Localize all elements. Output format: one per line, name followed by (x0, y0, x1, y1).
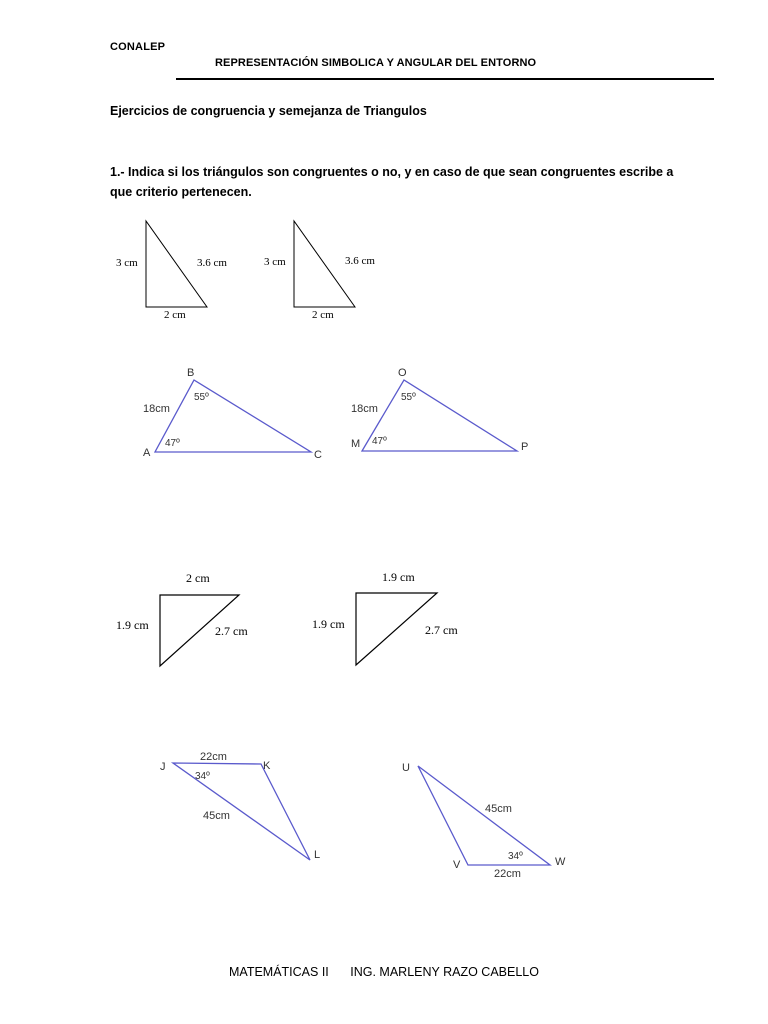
side-label: 45cm (485, 803, 512, 815)
side-label: 2 cm (164, 309, 186, 321)
triangle-2a (143, 367, 322, 461)
vertex-label: P (521, 441, 529, 453)
footer-teacher: ING. MARLENY RAZO CABELLO (350, 965, 539, 979)
triangle-1b (264, 221, 375, 321)
angle-label: 55º (401, 392, 416, 403)
triangle-3a (116, 571, 248, 666)
side-label: 1.9 cm (312, 617, 345, 631)
triangle-3b (312, 570, 458, 665)
side-label: 3 cm (116, 257, 138, 269)
footer-subject: MATEMÁTICAS II (229, 965, 329, 979)
side-label: 2 cm (186, 571, 210, 585)
vertex-label: L (314, 849, 321, 861)
figure-pair-1 (116, 221, 375, 321)
vertex-label: C (314, 449, 322, 461)
vertex-label: J (160, 761, 166, 773)
triangle-2b (351, 367, 528, 453)
side-label: 1.9 cm (116, 618, 149, 632)
angle-label: 47º (165, 438, 180, 449)
side-label: 3.6 cm (345, 255, 375, 267)
vertex-label: K (263, 760, 271, 772)
side-label: 22cm (200, 751, 227, 763)
angle-label: 34º (195, 771, 210, 782)
vertex-label: A (143, 447, 151, 459)
vertex-label: O (398, 367, 407, 379)
triangle-1a (116, 221, 227, 321)
figure-pair-4 (160, 751, 566, 880)
triangle-4b (402, 762, 566, 880)
figure-pair-3 (116, 570, 458, 666)
side-label: 45cm (203, 810, 230, 822)
school-name: CONALEP (110, 41, 166, 53)
side-label: 3.6 cm (197, 257, 227, 269)
vertex-label: V (453, 859, 461, 871)
side-label: 2.7 cm (425, 623, 458, 637)
triangle-4a (160, 751, 320, 861)
figure-pair-2 (143, 367, 528, 461)
side-label: 1.9 cm (382, 570, 415, 584)
side-label: 18cm (143, 403, 170, 415)
side-label: 2.7 cm (215, 624, 248, 638)
side-label: 22cm (494, 868, 521, 880)
angle-label: 55º (194, 392, 209, 403)
vertex-label: W (555, 856, 566, 868)
vertex-label: B (187, 367, 195, 379)
course-title: REPRESENTACIÓN SIMBOLICA Y ANGULAR DEL ENTORNO (215, 57, 537, 69)
vertex-label: M (351, 438, 361, 450)
side-label: 18cm (351, 403, 378, 415)
side-label: 3 cm (264, 256, 286, 268)
vertex-label: U (402, 762, 410, 774)
exercise-instructions: 1.- Indica si los triángulos son congruentes o no, y en caso de que sean congruentes escribe a que criterio pertenecen. (110, 165, 674, 199)
page-footer (0, 965, 768, 979)
triangle-shape (173, 763, 310, 860)
side-label: 2 cm (312, 309, 334, 321)
angle-label: 47º (372, 436, 387, 447)
angle-label: 34º (508, 851, 523, 862)
triangle-shape (418, 766, 550, 865)
worksheet-subtitle: Ejercicios de congruencia y semejanza de Triangulos (110, 104, 427, 118)
